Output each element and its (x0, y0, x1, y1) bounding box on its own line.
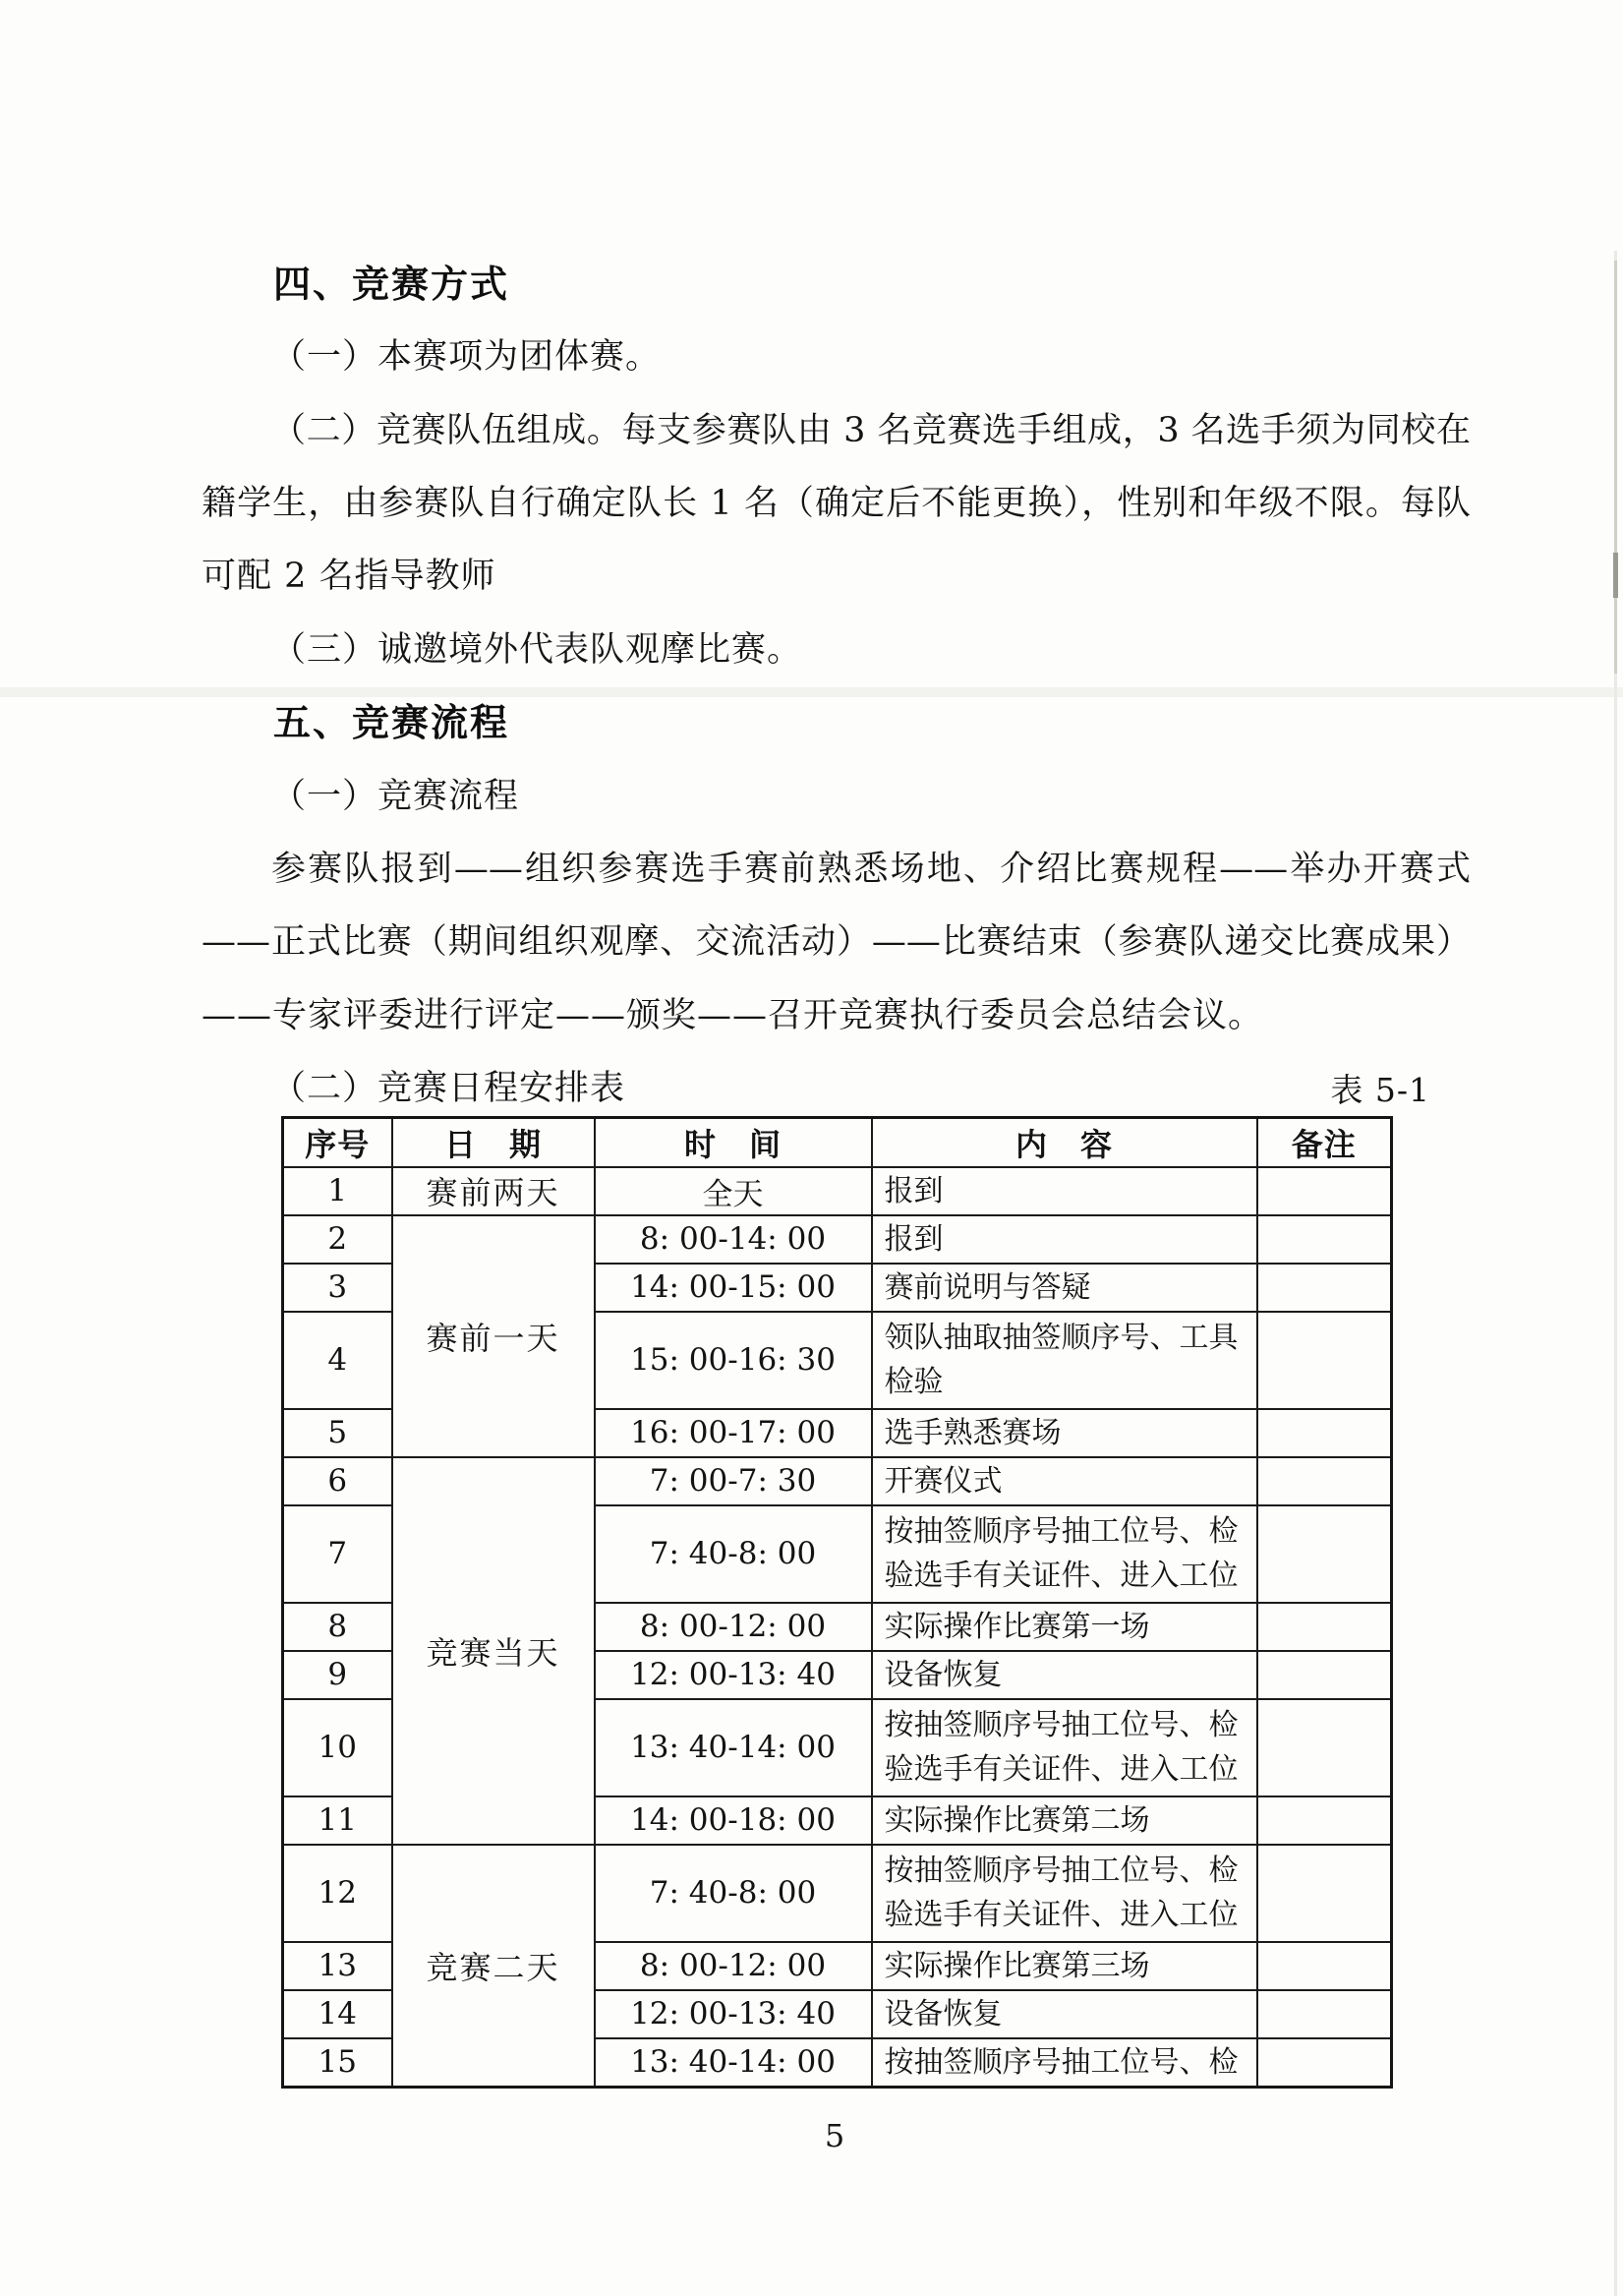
cell-no: 9 (283, 1651, 392, 1699)
content-line: 按抽签顺序号抽工位号、检 (884, 1708, 1239, 1742)
cell-no: 7 (283, 1505, 392, 1603)
cell-content (872, 1845, 1257, 1942)
cell-time: 16: 00-17: 00 (595, 1409, 872, 1457)
cell-note (1257, 1215, 1392, 1264)
cell-no: 13 (283, 1942, 392, 1990)
cell-note (1257, 2038, 1392, 2088)
cell-date-merged: 竞赛当天 (392, 1457, 595, 1845)
cell-content (872, 1409, 1257, 1457)
cell-content (872, 1603, 1257, 1651)
cell-note (1257, 1409, 1392, 1457)
cell-content (872, 1264, 1257, 1312)
cell-date-merged: 竞赛二天 (392, 1845, 595, 2088)
cell-note (1257, 1603, 1392, 1651)
cell-time: 13: 40-14: 00 (595, 1699, 872, 1796)
cell-time: 12: 00-13: 40 (595, 1990, 872, 2038)
flow-line3: ——专家评委进行评定——颁奖——召开竞赛执行委员会总结会议。 (202, 996, 1264, 1035)
cell-note (1257, 1167, 1392, 1215)
header-no: 序号 (283, 1118, 392, 1167)
cell-content (872, 1167, 1257, 1215)
cell-note (1257, 1505, 1392, 1603)
cell-note (1257, 1796, 1392, 1845)
page-number: 5 (824, 2117, 845, 2154)
cell-content (872, 1796, 1257, 1845)
scan-edge-line-dark (1614, 261, 1617, 674)
cell-no: 10 (283, 1699, 392, 1796)
para-4-2-line3: 可配 2 名指导教师 (202, 557, 496, 596)
cell-content (872, 1457, 1257, 1505)
cell-time: 15: 00-16: 30 (595, 1312, 872, 1409)
scan-speck (1613, 553, 1618, 598)
cell-note (1257, 1845, 1392, 1942)
cell-time: 14: 00-15: 00 (595, 1264, 872, 1312)
para-5-1-title: （一）竞赛流程 (271, 777, 520, 816)
cell-time: 7: 40-8: 00 (595, 1505, 872, 1603)
cell-date-merged: 赛前一天 (392, 1215, 595, 1457)
cell-note (1257, 1312, 1392, 1409)
cell-time: 7: 00-7: 30 (595, 1457, 872, 1505)
para-4-2-line2: 籍学生，由参赛队自行确定队长 1 名（确定后不能更换），性别和年级不限。每队 (202, 484, 1471, 523)
cell-time: 全天 (595, 1167, 872, 1215)
content-line: 按抽签顺序号抽工位号、检 (884, 2044, 1239, 2080)
cell-content (872, 1312, 1257, 1409)
table-row (283, 1167, 1392, 1215)
cell-no: 15 (283, 2038, 392, 2088)
cell-content (872, 1651, 1257, 1699)
section-heading-4: 四、竞赛方式 (273, 262, 510, 306)
cell-time: 7: 40-8: 00 (595, 1845, 872, 1942)
cell-date: 赛前两天 (392, 1167, 595, 1215)
cell-note (1257, 1699, 1392, 1796)
content-line: 实际操作比赛第二场 (884, 1802, 1150, 1838)
content-line: 检验 (884, 1365, 944, 1399)
para-4-3: （三）诚邀境外代表队观摩比赛。 (271, 630, 803, 670)
para-4-2-line1: （二）竞赛队伍组成。每支参赛队由 3 名竞赛选手组成，3 名选手须为同校在 (271, 411, 1471, 450)
table-row (283, 1845, 1392, 1942)
cell-note (1257, 1457, 1392, 1505)
cell-content (872, 1990, 1257, 2038)
cell-note (1257, 1651, 1392, 1699)
content-line: 开赛仪式 (884, 1463, 1003, 1499)
cell-time: 8: 00-12: 00 (595, 1942, 872, 1990)
schedule-table (281, 1116, 1393, 2089)
section-heading-5: 五、竞赛流程 (273, 700, 510, 744)
cell-note (1257, 1942, 1392, 1990)
cell-content (872, 1942, 1257, 1990)
cell-no: 8 (283, 1603, 392, 1651)
header-date: 日 期 (392, 1118, 595, 1167)
content-line: 按抽签顺序号抽工位号、检 (884, 1514, 1239, 1549)
content-line: 报到 (884, 1221, 944, 1257)
table-header-row (283, 1118, 1392, 1167)
header-time: 时 间 (595, 1118, 872, 1167)
cell-no: 5 (283, 1409, 392, 1457)
cell-content (872, 1505, 1257, 1603)
cell-note (1257, 1990, 1392, 2038)
para-4-1: （一）本赛项为团体赛。 (271, 337, 662, 377)
content-line: 设备恢复 (884, 1657, 1003, 1692)
content-line: 选手熟悉赛场 (884, 1415, 1062, 1450)
cell-time: 13: 40-14: 00 (595, 2038, 872, 2088)
cell-content (872, 1699, 1257, 1796)
cell-no: 3 (283, 1264, 392, 1312)
cell-time: 14: 00-18: 00 (595, 1796, 872, 1845)
cell-no: 6 (283, 1457, 392, 1505)
cell-time: 8: 00-14: 00 (595, 1215, 872, 1264)
content-line: 验选手有关证件、进入工位 (884, 1898, 1239, 1932)
cell-content (872, 1215, 1257, 1264)
cell-no: 2 (283, 1215, 392, 1264)
content-line: 实际操作比赛第三场 (884, 1948, 1150, 1983)
content-line: 实际操作比赛第一场 (884, 1609, 1150, 1644)
cell-time: 8: 00-12: 00 (595, 1603, 872, 1651)
content-line: 验选手有关证件、进入工位 (884, 1752, 1239, 1787)
content-line: 赛前说明与答疑 (884, 1269, 1091, 1305)
table-caption: （二）竞赛日程安排表 (271, 1069, 626, 1108)
flow-line1: 参赛队报到——组织参赛选手赛前熟悉场地、介绍比赛规程——举办开赛式 (271, 850, 1471, 889)
flow-line2: ——正式比赛（期间组织观摩、交流活动）——比赛结束（参赛队递交比赛成果） (202, 922, 1471, 962)
scanner-band-artifact (0, 687, 1623, 697)
content-line: 领队抽取抽签顺序号、工具 (884, 1321, 1239, 1355)
cell-note (1257, 1264, 1392, 1312)
cell-no: 14 (283, 1990, 392, 2038)
cell-no: 11 (283, 1796, 392, 1845)
content-line: 验选手有关证件、进入工位 (884, 1559, 1239, 1593)
content-line: 按抽签顺序号抽工位号、检 (884, 1854, 1239, 1888)
content-line: 设备恢复 (884, 1996, 1003, 2031)
cell-content (872, 2038, 1257, 2088)
cell-no: 1 (283, 1167, 392, 1215)
header-content: 内 容 (872, 1118, 1257, 1167)
table-row (283, 1215, 1392, 1264)
cell-no: 12 (283, 1845, 392, 1942)
header-note: 备注 (1257, 1118, 1392, 1167)
table-number-label: 表 5-1 (1330, 1071, 1430, 1109)
content-line: 报到 (884, 1173, 944, 1208)
cell-time: 12: 00-13: 40 (595, 1651, 872, 1699)
table-row (283, 1457, 1392, 1505)
cell-no: 4 (283, 1312, 392, 1409)
